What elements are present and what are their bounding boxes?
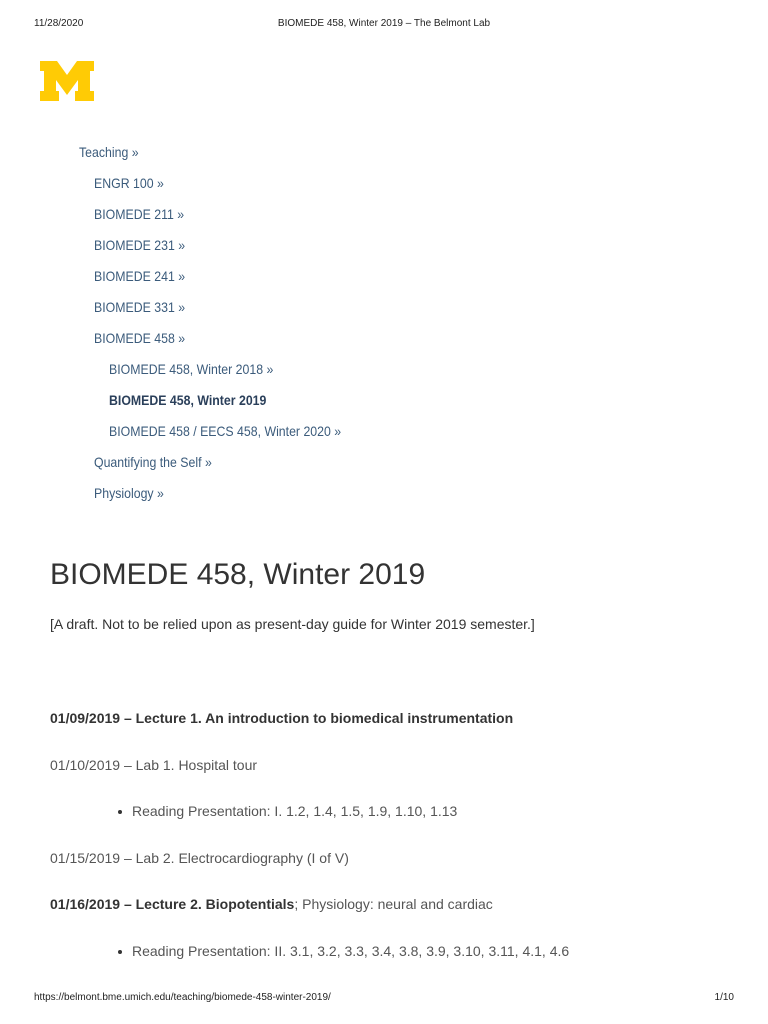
nav-item-teaching[interactable]: Teaching » [79,144,139,160]
bullet-text: Reading Presentation: II. 3.1, 3.2, 3.3, 3.4, 3.8, 3.9, 3.10, 3.11, 4.1, 4.6 [132,943,570,959]
schedule-entry-lab-2 [50,849,349,867]
nav-item-physiology[interactable]: Physiology » [94,485,164,501]
bullet-dot [118,810,122,814]
bullet-dot [118,950,122,954]
nav-item-biomede-458-winter-2019[interactable]: BIOMEDE 458, Winter 2019 [109,392,267,408]
nav-item-engr-100[interactable]: ENGR 100 » [94,175,164,191]
print-title: BIOMEDE 458, Winter 2019 – The Belmont Lab [277,18,491,29]
nav-item-biomede-458-eecs-458-winter-2020[interactable]: BIOMEDE 458 / EECS 458, Winter 2020 » [109,423,342,439]
print-header [34,18,734,32]
nav-item-biomede-241[interactable]: BIOMEDE 241 » [94,268,186,284]
nav-item-biomede-211[interactable]: BIOMEDE 211 » [94,206,185,222]
print-url: https://belmont.bme.umich.edu/teaching/biomede-458-winter-2019/ [34,992,331,1003]
nav-item-biomede-458-winter-2018[interactable]: BIOMEDE 458, Winter 2018 » [109,361,274,377]
draft-note: [A draft. Not to be relied upon as present-day guide for Winter 2019 semester.] [50,616,535,632]
entry-text: 01/10/2019 – Lab 1. Hospital tour [50,757,258,773]
schedule-entry-lecture-1 [50,709,513,727]
schedule-entry-lab-1 [50,756,257,774]
nav-item-biomede-458[interactable]: BIOMEDE 458 » [94,330,186,346]
nav-item-biomede-231[interactable]: BIOMEDE 231 » [94,237,186,253]
block-m-shape [40,61,94,101]
entry-bold-text: 01/09/2019 – Lecture 1. An introduction to biomedical instrumentation [50,710,514,726]
print-date: 11/28/2020 [34,18,84,29]
entry-text: 01/15/2019 – Lab 2. Electrocardiography (I of V) [50,850,349,866]
print-footer [34,992,734,1006]
bullet-text: Reading Presentation: I. 1.2, 1.4, 1.5, 1.9, 1.10, 1.13 [132,803,458,819]
nav-item-biomede-331[interactable]: BIOMEDE 331 » [94,299,186,315]
entry-bold-text: 01/16/2019 – Lecture 2. Biopotentials [50,896,295,912]
entry-text: ; Physiology: neural and cardiac [294,896,493,912]
block-m-logo[interactable] [40,61,94,101]
page-title: BIOMEDE 458, Winter 2019 [50,558,426,591]
reading-presentation-bullet [118,802,457,820]
nav-item-quantifying-the-self[interactable]: Quantifying the Self » [94,454,212,470]
schedule-entry-lecture-2 [50,895,493,913]
reading-presentation-bullet [118,942,569,960]
page-counter: 1/10 [714,992,734,1003]
